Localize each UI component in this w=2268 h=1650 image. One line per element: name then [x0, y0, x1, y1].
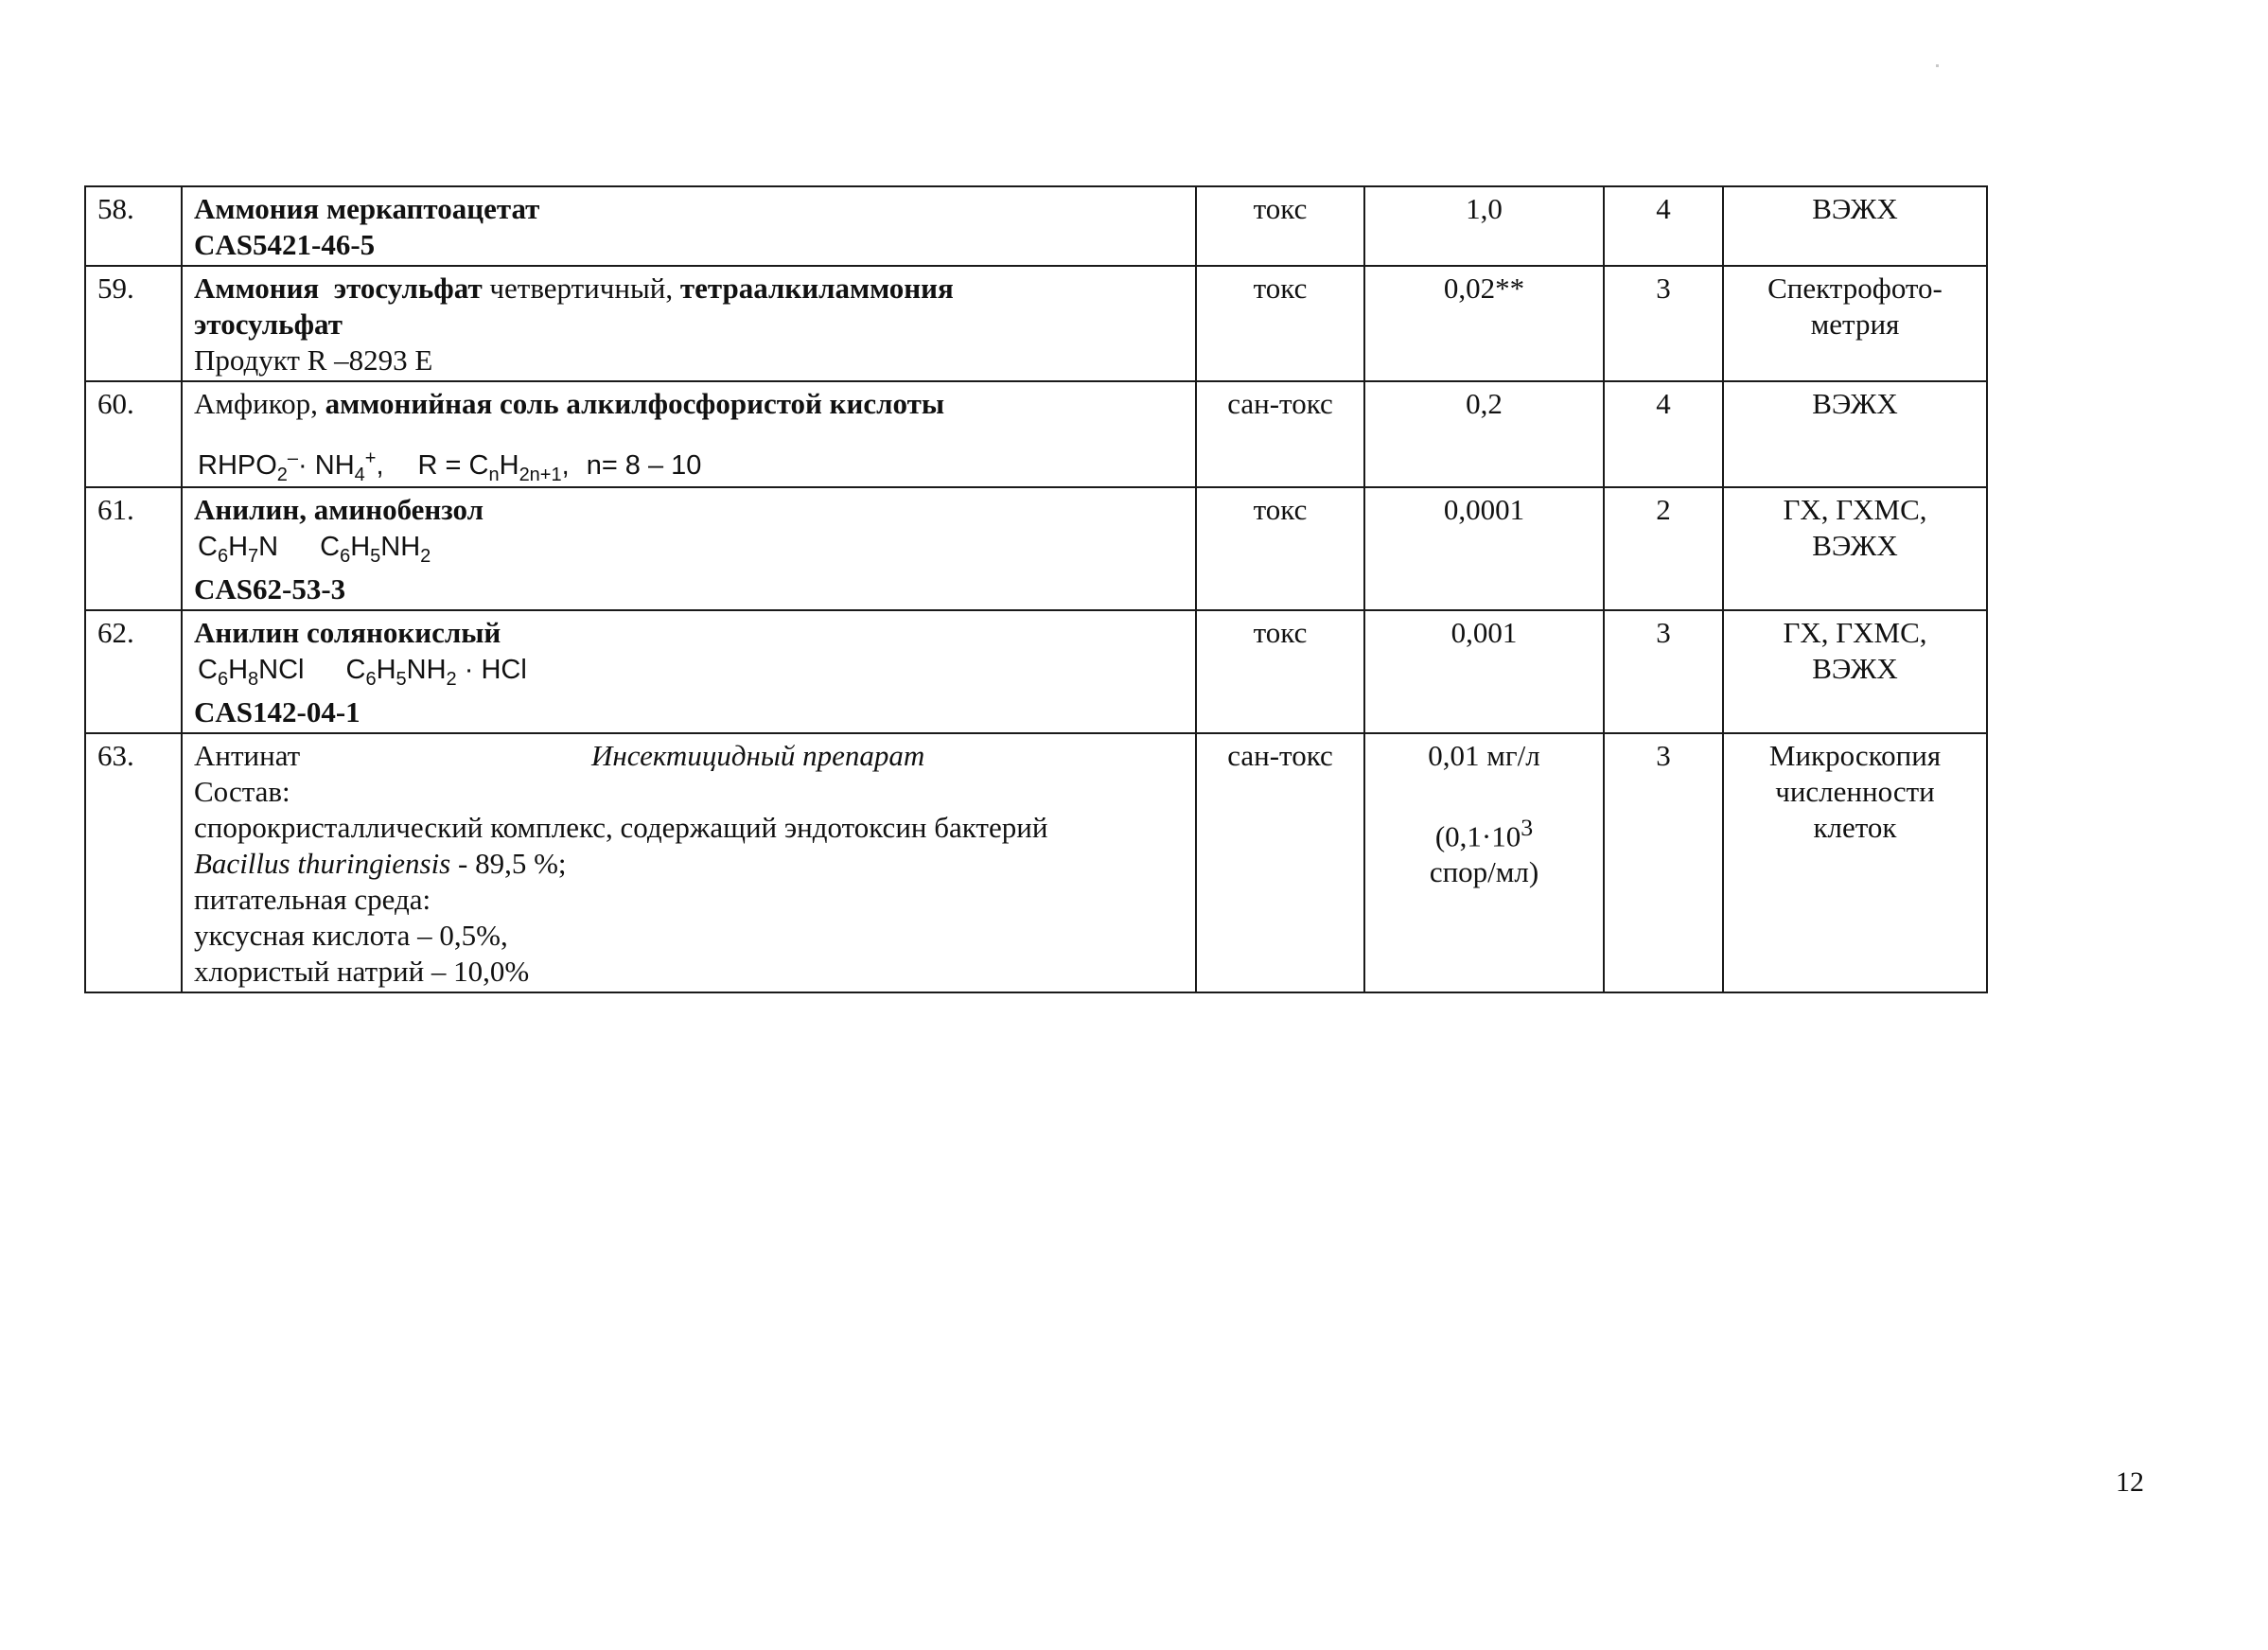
substance-cell — [182, 733, 1196, 992]
medium-line: хлористый натрий – 10,0% — [194, 955, 530, 988]
method-cell: ВЭЖХ — [1723, 186, 1987, 266]
substance-name-part: Аммония — [194, 272, 320, 305]
category-cell: токс — [1196, 487, 1364, 610]
method-line: метрия — [1810, 307, 1900, 341]
table-row — [85, 186, 1987, 266]
table-row — [85, 487, 1987, 610]
value-primary: 0,01 мг/л — [1428, 739, 1540, 772]
method-line: клеток — [1813, 811, 1897, 844]
cas-number: CAS62-53-3 — [194, 572, 346, 606]
value-cell — [1364, 733, 1604, 992]
row-number: 58. — [85, 186, 182, 266]
method-cell — [1723, 610, 1987, 733]
row-number: 59. — [85, 266, 182, 381]
row-number: 63. — [85, 733, 182, 992]
substance-cell — [182, 381, 1196, 487]
value-alternate: ($0,1\cdot 10^3$ — [1434, 814, 1534, 853]
chemical-formula: $C_6H_7N$ $C_6H_5NH_2$ — [198, 532, 431, 567]
hazard-class-cell: 4 — [1604, 186, 1723, 266]
hazard-class-cell: 4 — [1604, 381, 1723, 487]
substance-description: аммонийная соль алкилфосфористой кислоты — [325, 387, 945, 420]
category-cell: сан-токс — [1196, 381, 1364, 487]
method-cell: ВЭЖХ — [1723, 381, 1987, 487]
product-code: Продукт R –8293 E — [194, 343, 433, 377]
row-number: 61. — [85, 487, 182, 610]
substance-name: Анилин солянокислый — [194, 616, 501, 649]
row-number: 62. — [85, 610, 182, 733]
composition-line: спорокристаллический комплекс, содержащий эндотоксин бактерий — [194, 811, 1048, 844]
method-line: ВЭЖХ — [1812, 652, 1898, 685]
method-line: Спектрофото- — [1767, 272, 1943, 305]
method-line: Микроскопия — [1768, 739, 1942, 772]
value-alternate-unit: спор/мл) — [1429, 855, 1539, 889]
substance-name: Амфикор, — [194, 387, 318, 420]
method-cell — [1723, 266, 1987, 381]
substance-note: Инсектицидный препарат — [590, 739, 925, 772]
cas-number: CAS5421-46-5 — [194, 228, 376, 261]
value-cell: 0,001 — [1364, 610, 1604, 733]
substance-cell — [182, 266, 1196, 381]
substance-name: Анилин, аминобензол — [194, 493, 484, 526]
value-cell: 0,02** — [1364, 266, 1604, 381]
substance-qualifier: четвертичный, — [489, 272, 674, 305]
category-cell: токс — [1196, 610, 1364, 733]
cas-number: CAS142-04-1 — [194, 695, 360, 728]
category-cell: токс — [1196, 186, 1364, 266]
method-line: ВЭЖХ — [1812, 529, 1898, 562]
table-row — [85, 266, 1987, 381]
substance-name-part: тетраалкиламмония — [679, 272, 954, 305]
method-line: ГХ, ГХМС, — [1783, 493, 1927, 526]
hazard-class-cell: 2 — [1604, 487, 1723, 610]
medium-label: питательная среда: — [194, 883, 431, 916]
chemical-formula: $RHPO_2^-\cdot NH_4^+$, $R = C_nH_{2n+1}$, n= 8 – 10 — [198, 448, 702, 485]
substance-name: Аммония меркаптоацетат — [194, 192, 540, 225]
substance-cell — [182, 610, 1196, 733]
substance-name: Антинат — [194, 739, 301, 772]
hazard-class-cell: 3 — [1604, 610, 1723, 733]
substance-name-part: этосульфат — [194, 307, 343, 341]
scan-speck — [1936, 64, 1939, 67]
substance-cell — [182, 186, 1196, 266]
value-cell: 1,0 — [1364, 186, 1604, 266]
category-cell: токс — [1196, 266, 1364, 381]
species-share: - 89,5 %; — [450, 847, 567, 880]
table-row — [85, 733, 1987, 992]
method-line: численности — [1775, 775, 1935, 808]
page-number: 12 — [2116, 1466, 2144, 1498]
species-name: Bacillus thuringiensis — [194, 847, 451, 880]
value-cell: 0,0001 — [1364, 487, 1604, 610]
hazard-class-cell: 3 — [1604, 266, 1723, 381]
method-cell — [1723, 487, 1987, 610]
composition-label: Состав: — [194, 775, 290, 808]
category-cell: сан-токс — [1196, 733, 1364, 992]
method-line: ГХ, ГХМС, — [1783, 616, 1927, 649]
chemical-formula: $C_6H_8NCl$ $C_6H_5NH_2$ · HCl — [198, 655, 527, 690]
substance-name-part: этосульфат — [333, 272, 483, 305]
medium-line: уксусная кислота – 0,5%, — [194, 919, 508, 952]
substance-table — [84, 185, 1988, 993]
row-number: 60. — [85, 381, 182, 487]
substance-cell — [182, 487, 1196, 610]
table-row — [85, 381, 1987, 487]
table-row — [85, 610, 1987, 733]
value-cell: 0,2 — [1364, 381, 1604, 487]
method-cell — [1723, 733, 1987, 992]
hazard-class-cell: 3 — [1604, 733, 1723, 992]
